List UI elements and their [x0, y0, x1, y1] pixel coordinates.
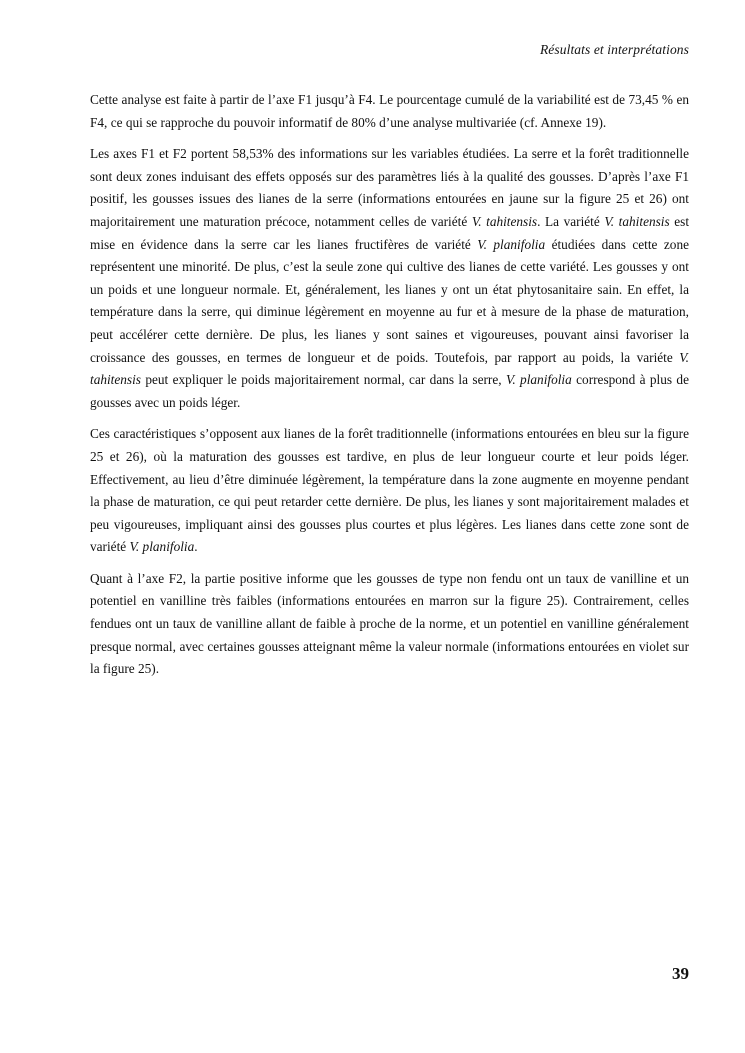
paragraph-3	[90, 423, 689, 559]
species-name: V. planifolia	[129, 539, 195, 555]
text-run: Les axes F1 et F2 portent 58,53% des informations sur les variables étudiées. La serre et la forêt traditionnelle sont deux zones induisant des effets opposés sur des paramètres liés à la qualité des gousses. D’après l’axe F1 positif, les gousses issues des lianes de la serre (informations entourées en jaune sur la figure 25 et 26) ont majoritairement une maturation précoce, notamment celles de variété	[90, 146, 689, 229]
text-run: . La variété	[537, 213, 605, 229]
text-run: Ces caractéristiques s’opposent aux lianes de la forêt traditionnelle (informations entourées en bleu sur la figure 25 et 26), où la maturation des gousses est tardive, en plus de leur longueur courte et leur poids léger. Effectivement, au lieu d’être diminuée légèrement, la température dans la zone augmente en moyenne pendant la phase de maturation, ce qui peut retarder cette dernière. De plus, les lianes y sont majoritairement malades et peu vigoureuses, impliquant ainsi des gousses plus courtes et plus légères. Les lianes dans cette zone sont de variété	[90, 426, 689, 555]
paragraph-1	[90, 89, 689, 134]
text-run: correspond à plus de gousses avec un poids léger.	[90, 372, 689, 410]
paragraph-4	[90, 568, 689, 681]
species-name: V. tahitensis	[471, 213, 538, 229]
text-run: .	[194, 539, 198, 555]
text-run: étudiées dans cette zone représentent une minorité. De plus, c’est la seule zone qui cultive des lianes de cette variété. Les gousses y ont un poids et une longueur normale. Et, généralement, les lianes y ont un état phytosanitaire sain. En effet, la température dans la serre, qui diminue légèrement en moyenne au fur et à mesure de la phase de maturation, peut accélérer cette dernière. De plus, les lianes y sont saines et vigoureuses, pouvant ainsi favoriser la croissance des gousses, en termes de longueur et de poids. Toutefois, par rapport au poids, la variéte	[90, 236, 689, 365]
species-name: V. tahitensis	[604, 213, 670, 229]
page-number: 39	[672, 964, 689, 983]
body-text	[90, 89, 689, 690]
text-run: Quant à l’axe F2, la partie positive informe que les gousses de type non fendu ont un taux de vanilline et un potentiel en vanilline très faibles (informations entourées en marron sur la figure 25). Contrairement, celles fendues ont un taux de vanilline allant de faible à proche de la norme, et un potentiel en vanilline généralement presque normal, avec certaines gousses atteignant même la valeur normale (informations entourées en violet sur la figure 25).	[90, 570, 689, 677]
species-name: V. planifolia	[505, 372, 572, 388]
paragraph-2	[90, 143, 689, 414]
text-run: Cette analyse est faite à partir de l’axe F1 jusqu’à F4. Le pourcentage cumulé de la variabilité est de 73,45 % en F4, ce qui se rapproche du pouvoir informatif de 80% d’une analyse multivariée (cf. Annexe 19).	[90, 92, 689, 130]
species-name: V. tahitensis	[90, 349, 689, 388]
species-name: V. planifolia	[477, 236, 546, 252]
text-run: peut expliquer le poids majoritairement normal, car dans la serre,	[140, 372, 506, 388]
running-header: Résultats et interprétations	[539, 42, 689, 57]
text-run: est mise en évidence dans la serre car les lianes fructifères de variété	[90, 213, 690, 252]
